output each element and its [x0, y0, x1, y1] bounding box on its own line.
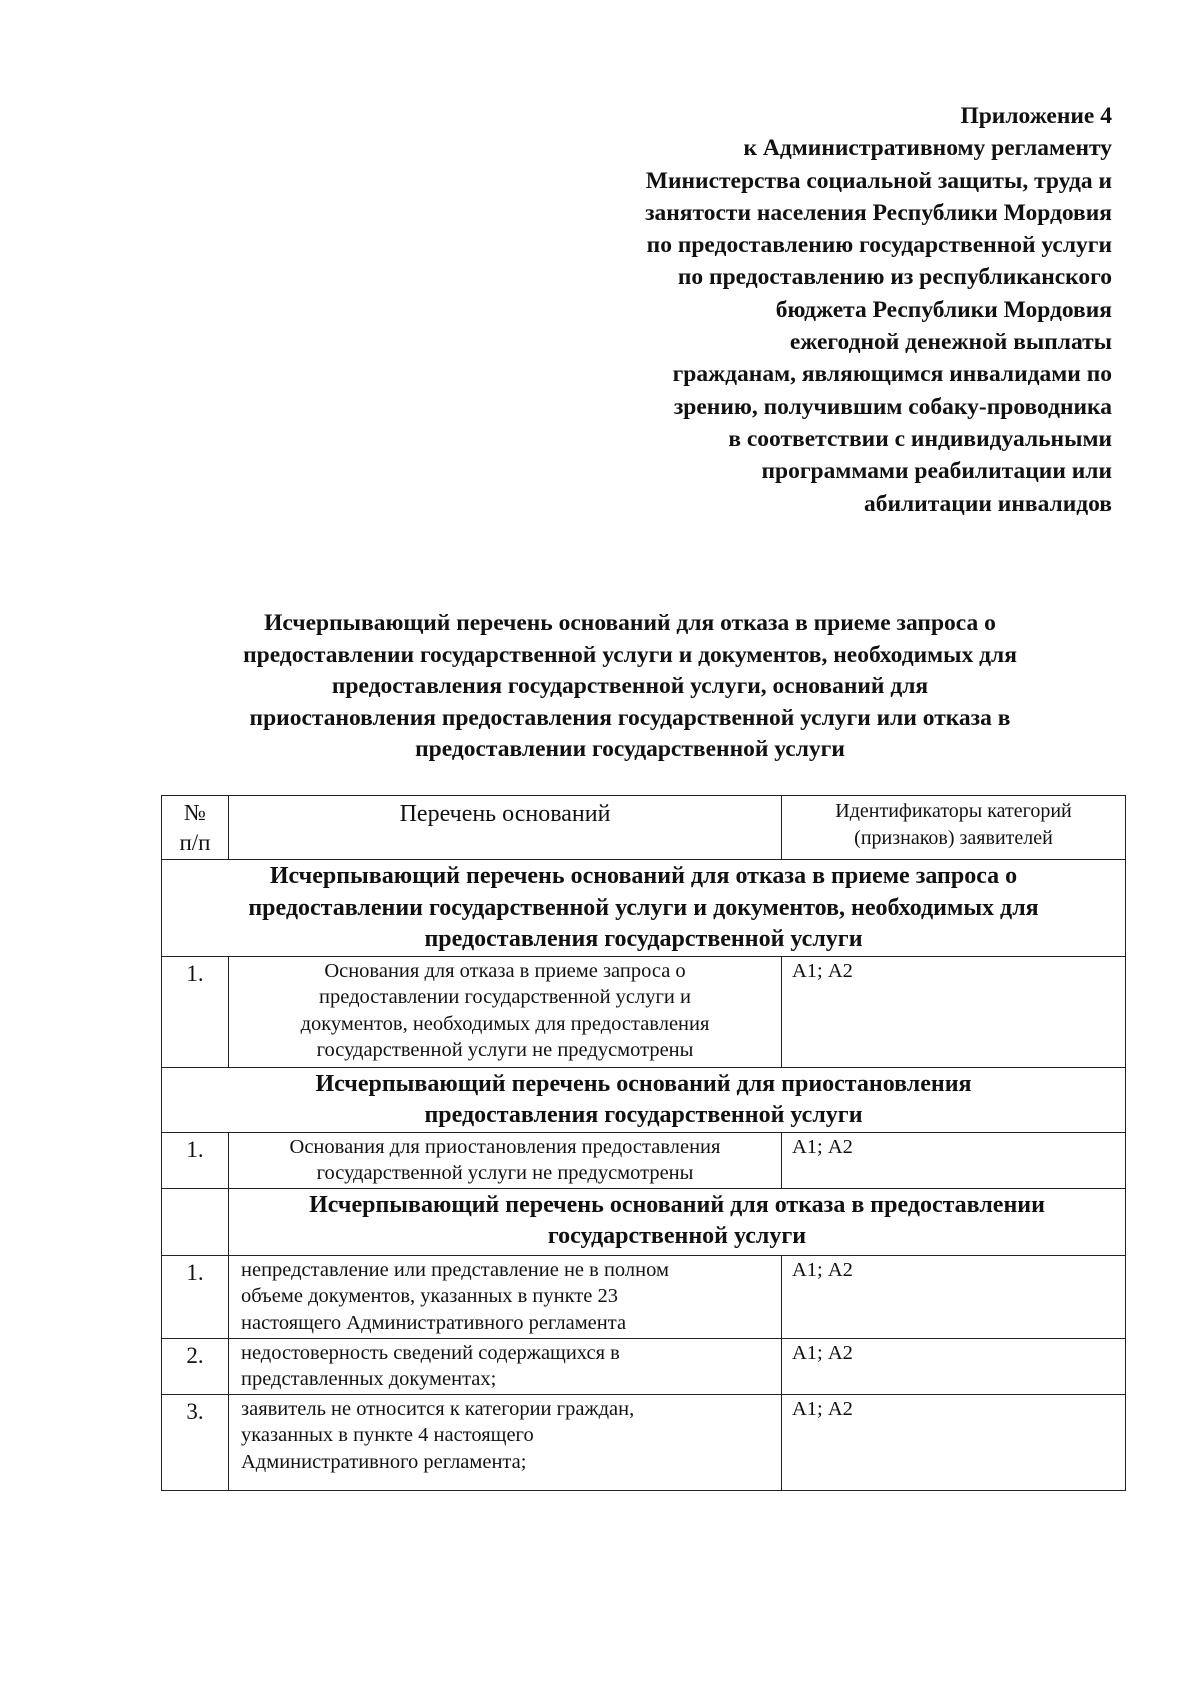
annex-line: зрению, получившим собаку-проводника [673, 393, 1112, 420]
row-applicant-ids: А1; А2 [782, 1132, 1126, 1188]
annex-line: абилитации инвалидов [863, 490, 1112, 517]
row-number: 1. [162, 1255, 229, 1338]
section-title-reception [162, 860, 1126, 957]
row-number: 3. [162, 1394, 229, 1490]
title-line: Исчерпывающий перечень оснований для отказа в приеме запроса о [264, 610, 996, 636]
row-grounds [229, 1132, 782, 1188]
row-grounds [229, 956, 782, 1067]
section-title-line: предоставлении государственной услуги и документов, необходимых для [248, 894, 1039, 921]
section-title-line: Исчерпывающий перечень оснований для приостановления [315, 1070, 972, 1097]
annex-line: к Административному регламенту [743, 135, 1112, 162]
annex-line: бюджета Республики Мордовия [775, 296, 1112, 323]
grounds-line: государственной услуги не предусмотрены [316, 1162, 694, 1184]
annex-line: по предоставлению государственной услуги [646, 232, 1112, 259]
table-row [162, 956, 1126, 1067]
title-line: предоставлении государственной услуги и документов, необходимых для [243, 641, 1017, 668]
row-applicant-ids: А1; А2 [782, 1338, 1126, 1394]
section-title-line: государственной услуги [547, 1223, 807, 1249]
header-number [162, 796, 229, 860]
row-number: 2. [162, 1338, 229, 1394]
title-line: предоставления государственной услуги, оснований для [331, 673, 929, 699]
section-title-line: Исчерпывающий перечень оснований для отказа в предоставлении [309, 1191, 1045, 1218]
document-title [160, 608, 1100, 766]
annex-line: занятости населения Республики Мордовия [645, 199, 1112, 226]
grounds-line: указанных в пункте 4 настоящего [241, 1424, 534, 1446]
section-title-line: Исчерпывающий перечень оснований для отказа в приеме запроса о [269, 863, 1018, 889]
annex-line: в соответствии с индивидуальными [728, 425, 1112, 452]
header-grounds-list: Перечень оснований [229, 796, 782, 860]
header-applicant-ids [782, 796, 1126, 860]
header-number-symbol: № [184, 800, 206, 825]
table-header-row [162, 796, 1126, 860]
title-line: приостановления предоставления государственной услуги или отказа в [249, 704, 1011, 731]
table-row [162, 1132, 1126, 1188]
row-applicant-ids: А1; А2 [782, 956, 1126, 1067]
row-number: 1. [162, 1132, 229, 1188]
row-grounds [229, 1338, 782, 1394]
section-title-suspension [162, 1067, 1126, 1132]
grounds-line: Основания для отказа в приеме запроса о [324, 959, 686, 982]
grounds-line: Административного регламента; [241, 1450, 527, 1473]
section-row [162, 1188, 1126, 1255]
grounds-line: документов, необходимых для предоставления [300, 1012, 710, 1035]
row-grounds [229, 1394, 782, 1490]
grounds-line: объеме документов, указанных в пункте 23 [241, 1285, 618, 1307]
section-row [162, 860, 1126, 957]
section-row [162, 1067, 1126, 1132]
grounds-line: Основания для приостановления предоставления [289, 1135, 721, 1158]
grounds-line: недостоверность сведений содержащихся в [241, 1341, 620, 1364]
row-number: 1. [162, 956, 229, 1067]
grounds-line: предоставлении государственной услуги и [319, 986, 691, 1008]
row-applicant-ids: А1; А2 [782, 1394, 1126, 1490]
grounds-line: представленных документах; [241, 1368, 497, 1390]
section-title-line: предоставления государственной услуги [424, 926, 863, 952]
annex-line: Приложение 4 [960, 103, 1112, 129]
table-row [162, 1255, 1126, 1338]
grounds-line: настоящего Административного регламента [241, 1311, 627, 1334]
annex-line: Министерства социальной защиты, труда и [645, 167, 1112, 194]
row-grounds [229, 1255, 782, 1338]
annex-line: по предоставлению из республиканского [677, 264, 1112, 291]
section-title-refusal [229, 1188, 1126, 1255]
table-row [162, 1394, 1126, 1490]
header-ids-line: (признаков) заявителей [854, 827, 1053, 849]
annex-line: гражданам, являющимся инвалидами по [672, 361, 1112, 388]
grounds-line: непредставление или представление не в полном [241, 1258, 669, 1281]
grounds-line: заявитель не относится к категории граждан, [241, 1397, 635, 1420]
table-row [162, 1338, 1126, 1394]
header-ids-line: Идентификаторы категорий [835, 800, 1072, 822]
section-number-blank [162, 1188, 229, 1255]
annex-line: ежегодной денежной выплаты [789, 329, 1112, 356]
annex-header [472, 100, 1112, 520]
title-line: предоставлении государственной услуги [415, 736, 845, 762]
row-applicant-ids: А1; А2 [782, 1255, 1126, 1338]
section-title-line: предоставления государственной услуги [424, 1102, 863, 1128]
grounds-line: государственной услуги не предусмотрены [316, 1039, 694, 1061]
header-number-abbr: п/п [179, 830, 211, 855]
annex-line: программами реабилитации или [761, 458, 1112, 485]
grounds-table [161, 795, 1126, 1491]
